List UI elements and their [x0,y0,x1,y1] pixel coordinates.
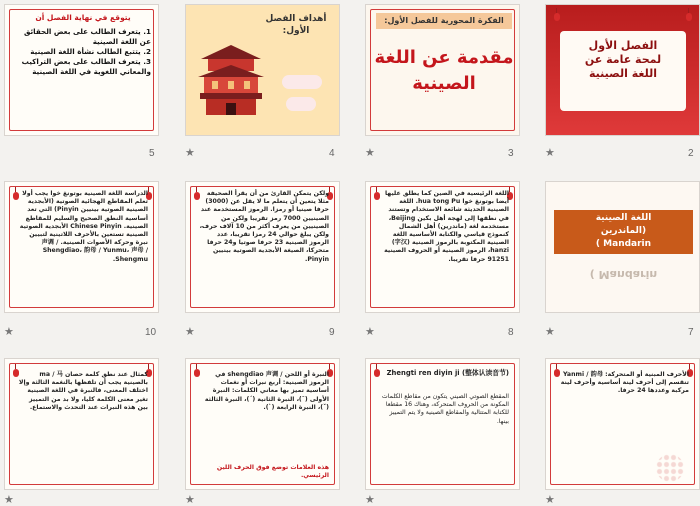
title-line: لمحة عامة عن [584,53,662,66]
list-item: 2. يتتبع الطالب نشأة اللغة الصينية [30,47,151,56]
title-line: الصينية [412,73,476,94]
title-line: (الماندرين [600,226,647,236]
slide-body-text: كمثال عند نطق كلمة حصان ma / 马 بالصينية يجب أن تلفظها بالنغمة الثالثة وإلا اختلف المعنى، فالنبرة في اللغة الصينية تغير معنى الكلمة كليا، ولا بد من التمييز بين هذه النبرات عند التحدث والاستماع. [18,371,148,411]
slide-title [564,39,682,81]
star-icon[interactable]: ★ [365,146,375,159]
slide-title [256,13,336,37]
star-icon[interactable]: ★ [185,325,195,338]
title-line: اللغة الصينية [595,213,652,223]
slide-title [554,212,693,251]
slide-thumbnail-9[interactable] [185,181,340,313]
slide-number: 2 [688,148,694,159]
cloud-shape [286,97,316,111]
star-icon[interactable]: ★ [4,325,14,338]
list-item: 3. يتعرف الطالب على بعض التراكيب والمعاني اللغوية في اللغة الصينية [21,57,151,76]
objectives-list [15,27,151,77]
slide-thumbnail-5[interactable] [4,4,159,136]
title-line: الفصل الأول [588,39,658,52]
slide-thumbnail-10[interactable] [4,181,159,313]
slide-title [374,45,514,97]
slide-note: هذه العلامات توضع فوق الحرف اللين الرئيسي. [216,464,329,479]
lantern-icon [554,13,560,21]
star-icon[interactable]: ★ [365,493,375,506]
slide-thumbnail-4[interactable] [185,4,340,136]
slide-heading: يتوقع في نهاية الفصل أن [35,13,131,22]
slide-number: 3 [508,148,514,159]
slide-number: 7 [688,327,694,338]
slide-body-text: الدراسة اللغة الصينية بوتونغ خوا يجب أولا تعلم المقاطع الهجائية الصوتية (الأبجدية الصينية الصوتية بينيين Pinyin) التي تعد أساسية النطق الصحيح والسليم للمقاطع الصينية. Chinese Pinyin الأبجدية الصوتية الصينية تستعين بالأحرف اللاتينية لتبيين نبرة وحركة الأصوات الصينية. 声调 / Shengdiao، 韵母 / Yunmu، 声母 / Shengmu. [19,190,148,263]
slide-thumbnail-13[interactable] [185,358,340,490]
title-line: الأول: [282,26,310,36]
slide-body-text: المقطع الصوتي الصيني يتكون من مقاطع الكلمات المكونة من الحروف المتحركة، وهناك 16 مقطعا للكتابة المتتالية والمقاطع الصينية ولا يتم التمييز بينها. [381,393,509,425]
star-icon[interactable]: ★ [545,325,555,338]
slide-body-text: الأحرف المبنية أو المتحركة: Yanmi / 韵母 تنقسم إلى أحرف لينة أساسية وأحرف لينة مركبة وعددها 24 حرفا. [560,371,689,395]
slide-number: 9 [329,327,335,338]
title-line: مقدمة عن اللغة [374,47,514,68]
star-icon[interactable]: ★ [4,493,14,506]
slide-heading: (整体认读音节) Zhengti ren diyin ji [386,369,509,377]
slide-thumbnail-12[interactable] [365,358,520,490]
title-line: أهداف الفصل [265,14,327,24]
lantern-icon [686,13,692,21]
title-reflection: ( Mandarin [589,268,658,281]
slide-thumbnail-8[interactable] [365,181,520,313]
star-icon[interactable]: ★ [185,493,195,506]
slide-heading: الفكرة المحورية للفصل الأول: [376,13,512,29]
slide-thumbnail-3[interactable] [365,4,520,136]
slide-number: 10 [145,327,157,338]
slide-thumbnail-11[interactable] [545,358,700,490]
slide-thumbnail-14[interactable] [4,358,159,490]
slide-thumbnail-7[interactable] [545,181,700,313]
title-line: ( Mandarin [595,239,652,249]
slide-number: 4 [329,148,335,159]
star-icon[interactable]: ★ [545,493,555,506]
decor-pattern [656,454,684,482]
pagoda-icon [196,41,266,119]
slide-body-text: اللغة الرئيسية في الصين كما يطلق عليها أيضا بوتونغ خوا hua tong Pu. اللغة الصينية الحديثة شائعة الاستخدام وتستند في نطقها إلى لهجة أهل بكين Beijing، مستخدمة لغة (ماندرين) أهل الشمال كنموذج قياسي والكتابة الأساسية اللغة الصينية المكتوبة بالرموز الصينية (字汉) hanzi، الرموز الصينية أو الحروف الصينية 91251 حرفا تقريبا. [384,190,509,263]
star-icon[interactable]: ★ [365,325,375,338]
slide-number: 5 [149,148,155,159]
star-icon[interactable]: ★ [545,146,555,159]
slide-thumbnail-2[interactable] [545,4,700,136]
star-icon[interactable]: ★ [185,146,195,159]
slide-body-text: النبرة أو اللحن / shengdiao 声调 في الرموز الصينية: أربع نبرات أو نغمات أساسية تميز بها معاني الكلمات: النبرة الأولى (ˉ)، النبرة الثانية (ˊ)، النبرة الثالثة (ˇ)، النبرة الرابعة (ˋ). [204,371,329,411]
slide-number: 8 [508,327,514,338]
cloud-shape [282,75,322,89]
title-line: اللغة الصينية [589,67,657,80]
slide-body-text: ولكن يتمكن القارئ من أن يقرأ الصحيفة مثلا يتعين أن يتعلم ما لا يقل عن (3000) حرفا صينيا أو رمزا. الرموز المستخدمة عند الصينيين 7000 رمز تقريبا ولكن من الصينيين من يعرف أكثر من 10 آلاف حرف، ولكن يبلغ حوالي 24 رمزا تقريبا، عدد الرموز الصينية 23 حرفا صوتيا و24 حرفا متحركا، الصيغة الأبجدية الصوتية بينيين Pinyin. [199,190,329,263]
list-item: 1. يتعرف الطالب على بعض الحقائق عن اللغة الصينية [23,27,151,46]
